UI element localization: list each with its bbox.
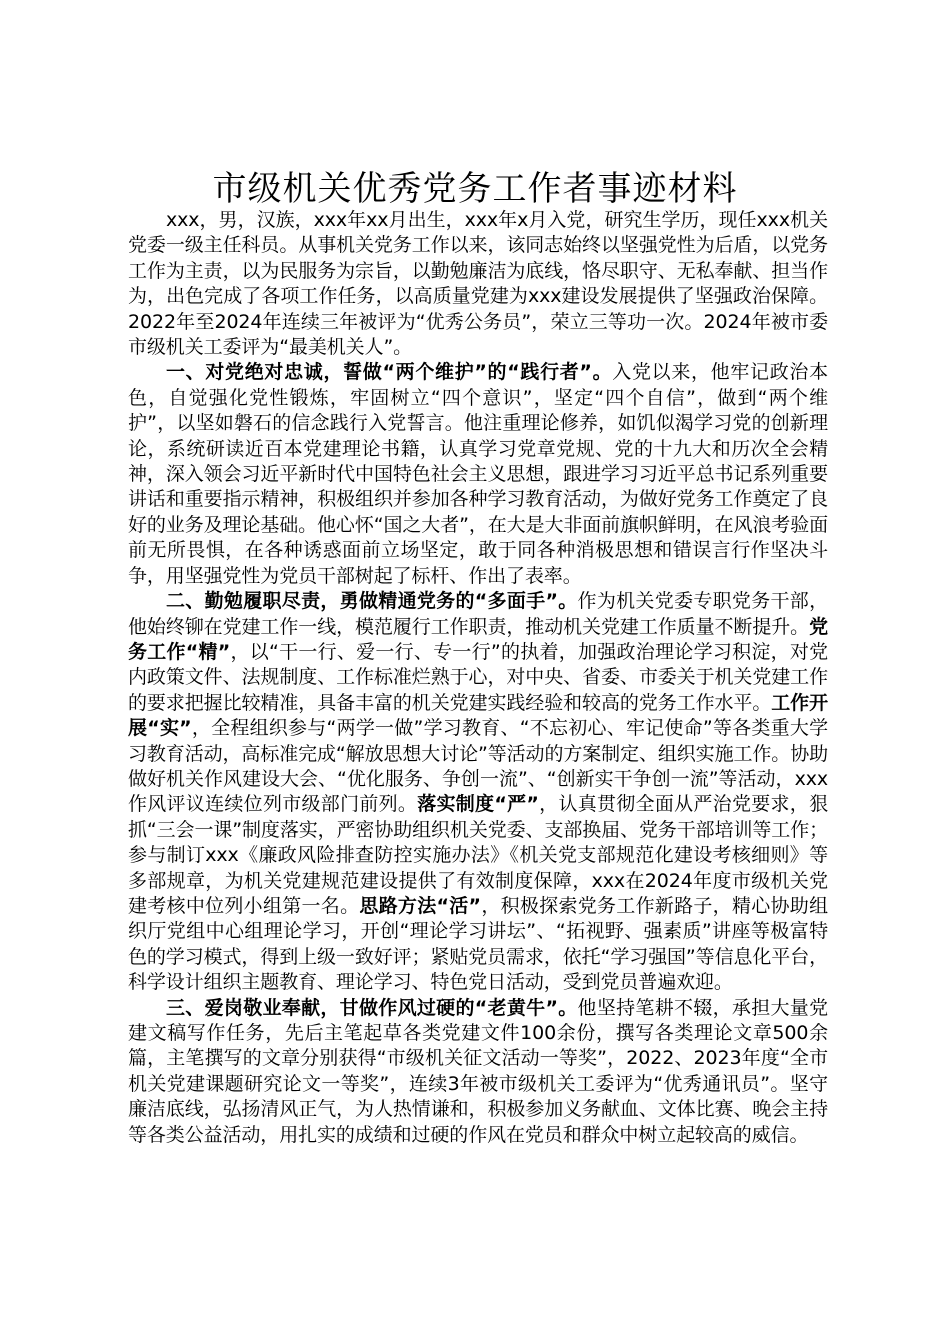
section-2-text-5: ，积极探索党务工作新路子，精心协助组织厅党组中心组理论学习，开创“理论学习讲坛”、“拓视野、强素质”讲座等极富特色的学习模式，得到上级一致好评；紧贴党员需求，依托“学习强国”等信息化平台，科学设计组织主题教育、理论学习、特色党日活动，受到党员普遍欢迎。 bbox=[128, 894, 828, 994]
document-body bbox=[128, 208, 828, 1148]
section-2-subheading-4: 思路方法“活” bbox=[359, 894, 481, 917]
section-3-heading: 三、爱岗敬业奉献，甘做作风过硬的“老黄牛”。 bbox=[166, 996, 578, 1019]
section-2-text-1: 作为机关党委专职党务干部，他始终铆在党建工作一线，模范履行工作职责，推动机关党建工作质量不断提升。 bbox=[128, 590, 829, 638]
intro-paragraph bbox=[128, 208, 828, 360]
section-2-text-4: ，认真贯彻全面从严治党要求，狠抓“三会一课”制度落实，严密协助组织机关党委、支部换届、党务干部培训等工作；参与制订xxx《廉政风险排查防控实施办法》《机关党支部规范化建设考核细则》等多部规章，为机关党建规范建设提供了有效制度保障，xxx在2024年度市级机关党建考核中位列小组第一名。 bbox=[128, 793, 828, 917]
document-title: 市级机关优秀党务工作者事迹材料 bbox=[212, 169, 738, 209]
section-2-subheading-1: 党务工作“精” bbox=[128, 615, 828, 663]
section-2-paragraph bbox=[128, 589, 828, 996]
section-2-text-3: ，全程组织参与“两学一做”学习教育、“不忘初心、牢记使命”等各类重大学习教育活动，高标准完成“解放思想大讨论”等活动的方案制定、组织实施工作。协助做好机关作风建设大会、“优化服务、争创一流”、“创新实干争创一流”等活动，xxx作风评议连续位列市级部门前列。 bbox=[128, 717, 828, 816]
section-2-subheading-3: 落实制度“严” bbox=[417, 793, 539, 816]
section-3-paragraph bbox=[128, 996, 828, 1148]
section-2-text-2: ，以“干一行、爱一行、专一行”的执着，加强政治理论学习积淀，对党内政策文件、法规制度、工作标准烂熟于心，对中央、省委、市委关于机关党建工作的要求把握比较精准，具备丰富的机关党建实践经验和较高的党务工作水平。 bbox=[128, 640, 828, 714]
section-2-subheading-2: 工作开展“实” bbox=[128, 691, 829, 740]
section-1-heading: 一、对党绝对忠诚，誓做“两个维护”的“践行者”。 bbox=[166, 361, 613, 384]
section-3-text: 他坚持笔耕不辍，承担大量党建文稿写作任务，先后主笔起草各类党建文件100余份，撰写各类理论文章500余篇，主笔撰写的文章分别获得“市级机关征文活动一等奖”，2022、2023年度“全市机关党建课题研究论文一等奖”，连续3年被市级机关工委评为“优秀通讯员”。坚守廉洁底线，弘扬清风正气，为人热情谦和，积极参加义务献血、文体比赛、晚会主持等各类公益活动，用扎实的成绩和过硬的作风在党员和群众中树立起较高的威信。 bbox=[128, 996, 829, 1146]
section-2-heading: 二、勤勉履职尽责，勇做精通党务的“多面手”。 bbox=[166, 590, 578, 613]
section-1-paragraph bbox=[128, 360, 828, 589]
section-1-text: 入党以来，他牢记政治本色，自觉强化党性锻炼，牢固树立“四个意识”，坚定“四个自信”，做到“两个维护”，以坚如磐石的信念践行入党誓言。他注重理论修养，如饥似渴学习党的创新理论，系统研读近百本党建理论书籍，认真学习党章党规、党的十九大和历次全会精神，深入领会习近平新时代中国特色社会主义思想，跟进学习习近平总书记系列重要讲话和重要指示精神，积极组织并参加各种学习教育活动，为做好党务工作奠定了良好的业务及理论基础。他心怀“国之大者”，在大是大非面前旗帜鲜明，在风浪考验面前无所畏惧，在各种诱惑面前立场坚定，敢于同各种消极思想和错误言行作坚决斗争，用坚强党性为党员干部树起了标杆、作出了表率。 bbox=[128, 361, 828, 587]
intro-text: xxx，男，汉族，xxx年xx月出生，xxx年x月入党，研究生学历，现任xxx机关党委一级主任科员。从事机关党务工作以来，该同志始终以坚强党性为后盾，以党务工作为主责，以为民服务为宗旨，以勤勉廉洁为底线，恪尽职守、无私奉献、担当作为，出色完成了各项工作任务，以高质量党建为xxx建设发展提供了坚强政治保障。2022年至2024年连续三年被评为“优秀公务员”，荣立三等功一次。2024年被市委市级机关工委评为“最美机关人”。 bbox=[128, 209, 828, 359]
